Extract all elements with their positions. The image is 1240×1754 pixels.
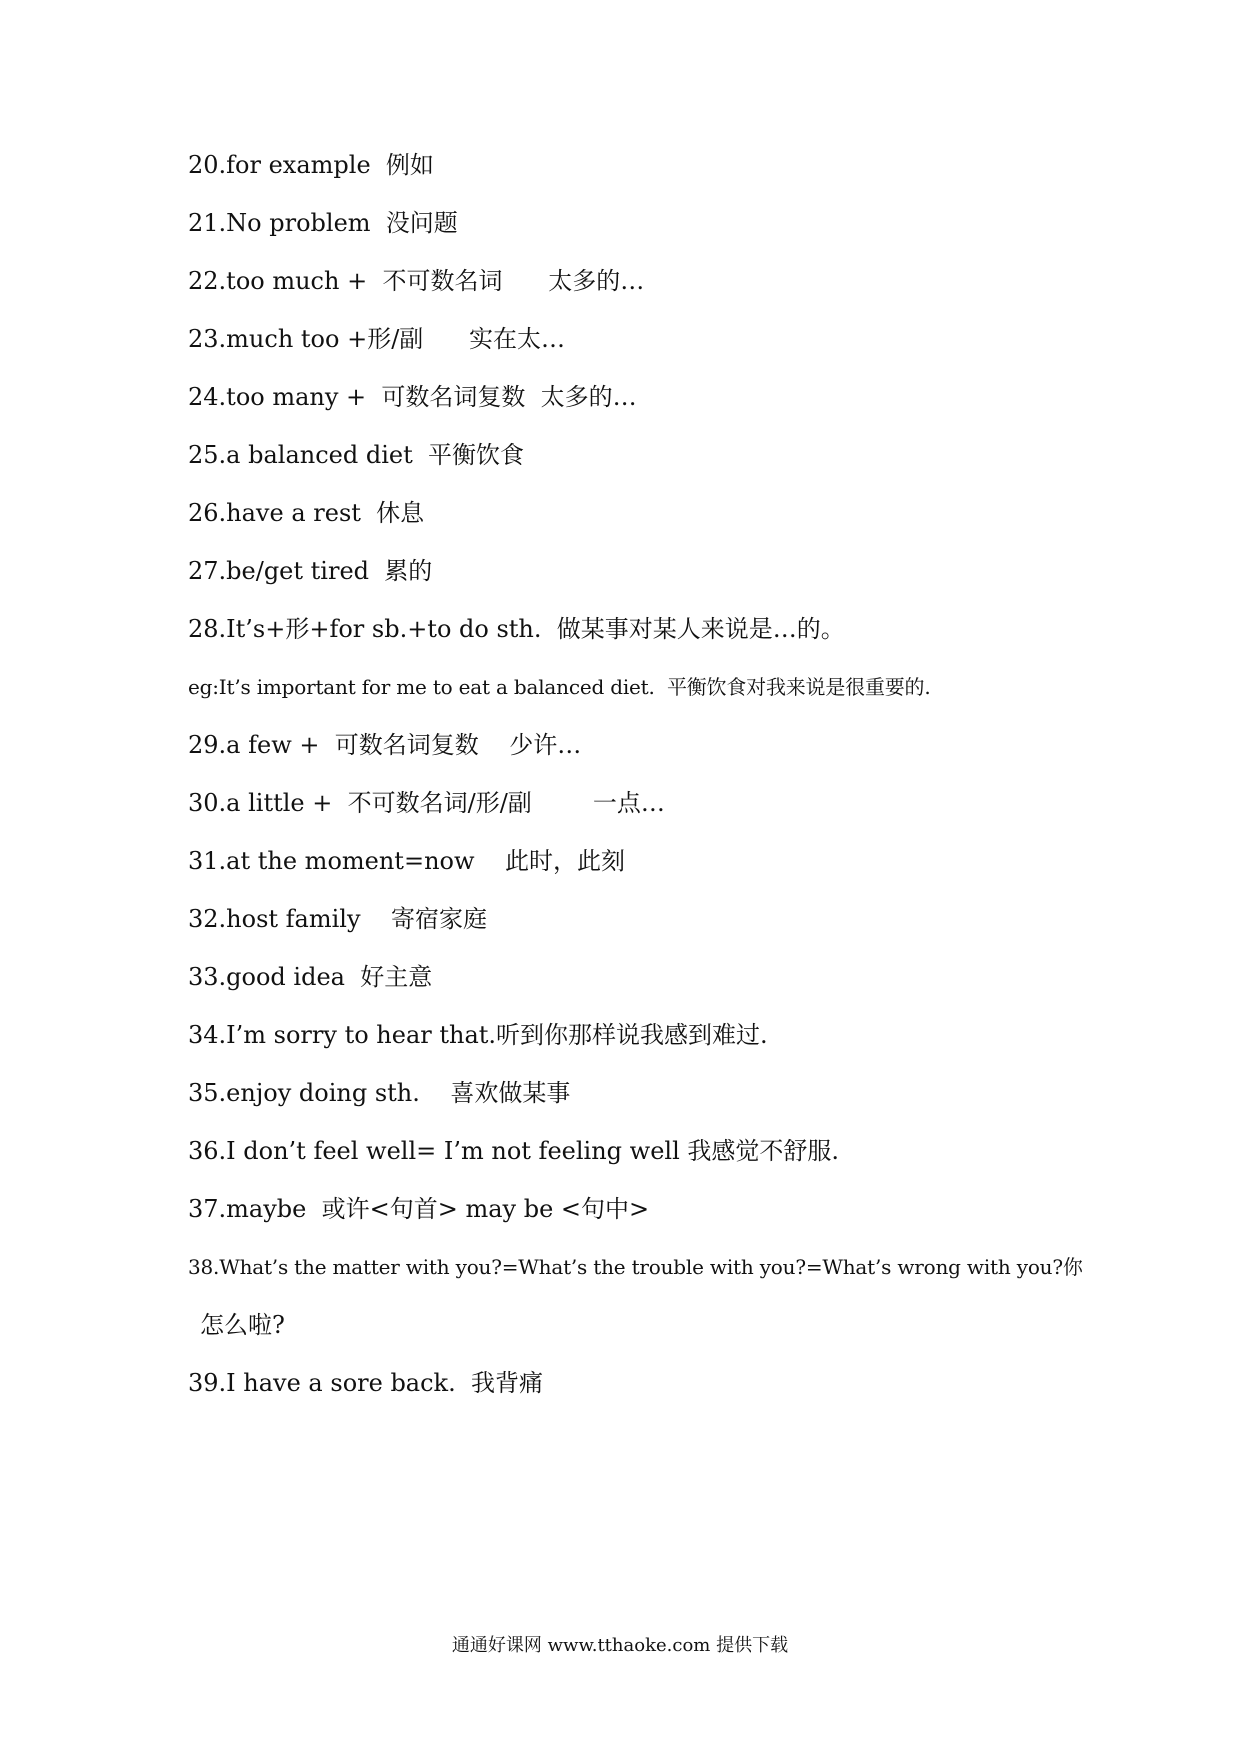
phrase-line-23: 23.much too +形/副 实在太… [188,325,566,353]
phrase-line-29: 29.a few + 可数名词复数 少许… [188,731,582,759]
phrase-line-28: 28.It’s+形+for sb.+to do sth. 做某事对某人来说是…的。 [188,615,845,643]
phrase-line-22: 22.too much + 不可数名词 太多的… [188,267,645,295]
phrase-line-33: 33.good idea 好主意 [188,963,433,991]
phrase-line-35: 35.enjoy doing sth. 喜欢做某事 [188,1079,571,1107]
phrase-line-25: 25.a balanced diet 平衡饮食 [188,441,524,469]
phrase-line-31: 31.at the moment=now 此时，此刻 [188,847,626,875]
phrase-line-38-continued: 怎么啦? [200,1311,285,1339]
phrase-line-36: 36.I don’t feel well= I’m not feeling well 我感觉不舒服. [188,1137,839,1165]
phrase-line-32: 32.host family 寄宿家庭 [188,905,488,933]
phrase-line-39: 39.I have a sore back. 我背痛 [188,1369,543,1397]
phrase-line-37: 37.maybe 或许<句首> may be <句中> [188,1195,650,1223]
phrase-line-26: 26.have a rest 休息 [188,499,425,527]
phrase-line-38: 38.What’s the matter with you?=What’s the trouble with you?=What’s wrong with you?你 [188,1255,1083,1279]
phrase-line-21: 21.No problem 没问题 [188,209,458,237]
phrase-line-27: 27.be/get tired 累的 [188,557,433,585]
phrase-line-30: 30.a little + 不可数名词/形/副 一点… [188,789,665,817]
phrase-line-20: 20.for example 例如 [188,151,434,179]
phrase-line-34: 34.I’m sorry to hear that.听到你那样说我感到难过. [188,1021,768,1049]
phrase-line-24: 24.too many + 可数名词复数 太多的… [188,383,637,411]
example-line: eg:It’s important for me to eat a balanced diet. 平衡饮食对我来说是很重要的. [188,675,931,699]
page-footer: 通通好课网 www.tthaoke.com 提供下载 [451,1635,789,1656]
